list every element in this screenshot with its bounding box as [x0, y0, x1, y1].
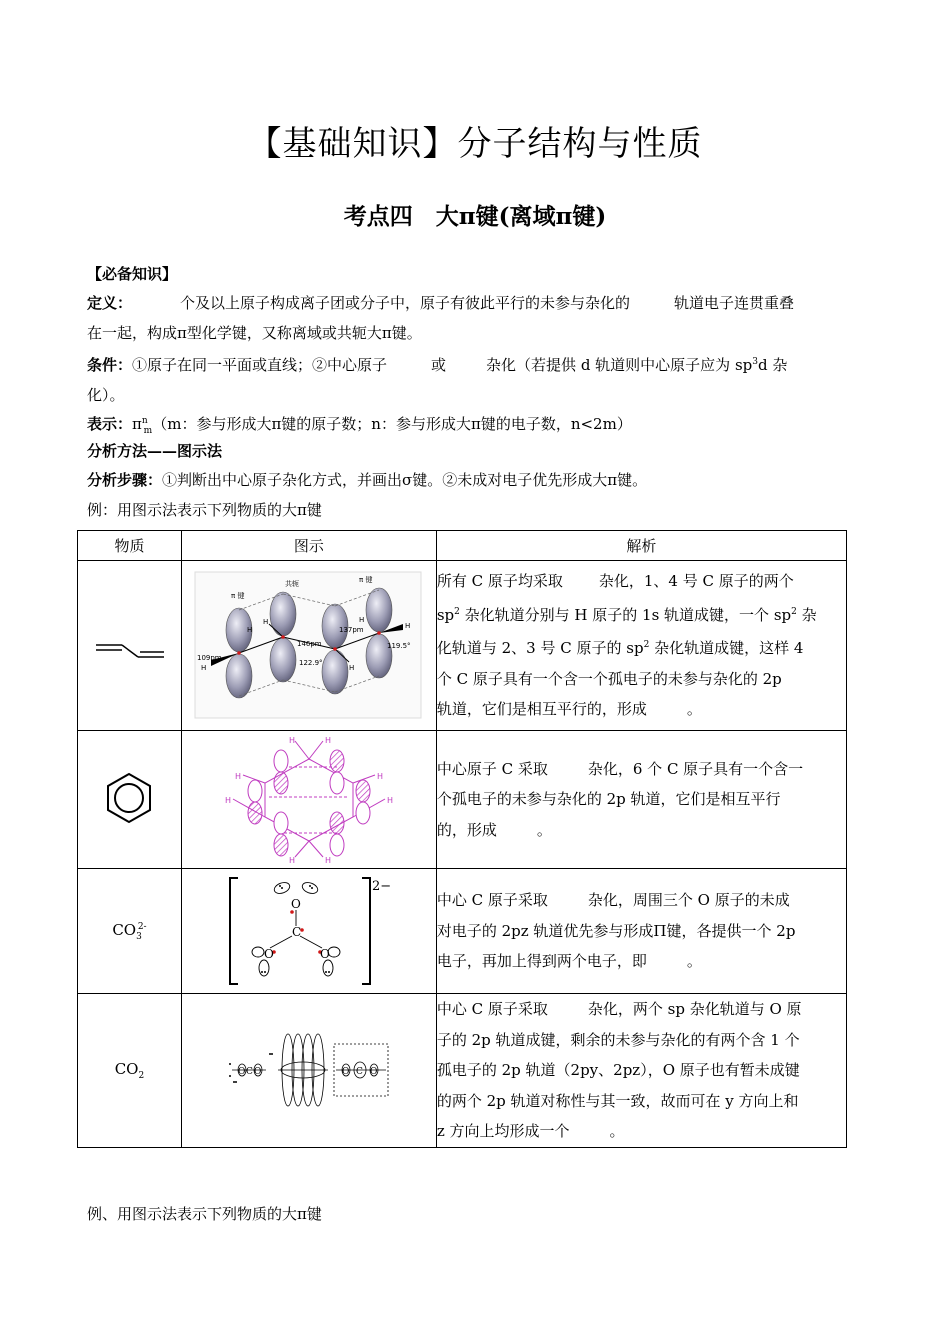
butadiene-skeletal-icon: [84, 614, 174, 674]
carbonate-orbital-figure: [224, 872, 394, 990]
svg-text:H: H: [324, 855, 331, 865]
method-heading: 分析方法——图示法: [87, 442, 223, 460]
butadiene-orbital-figure: [189, 566, 429, 726]
carbonate-analysis: 中心 C 原子采取 杂化，周围三个 O 原子的未成 对电子的 2pz 轨道优先参与形成Π键，各提供一个 2p 电子，再加上得到两个电子，即 。: [436, 869, 846, 994]
butadiene-structure: [78, 561, 182, 731]
svg-text:2−: 2−: [371, 879, 392, 894]
svg-text:共轭: 共轭: [284, 579, 299, 588]
svg-text:π 键: π 键: [230, 591, 245, 600]
benzene-orbital-figure: [219, 735, 399, 865]
svg-text:π 键: π 键: [358, 575, 373, 584]
header-diagram: 图示: [181, 531, 436, 561]
svg-text:H: H: [288, 735, 295, 745]
benzene-analysis: 中心原子 C 采取 杂化，6 个 C 原子具有一个含一 个孤电子的未参与杂化的 2p 轨道，它们是相互平行 的，形成 。: [436, 731, 846, 869]
svg-text:O: O: [369, 1067, 378, 1078]
svg-text:C: C: [291, 925, 302, 939]
example-table: [77, 530, 847, 1148]
svg-text:109pm: 109pm: [196, 653, 222, 662]
condition-paragraph: 条件：①原子在同一平面或直线；②中心原子 或 杂化（若提供 d 轨道则中心原子应为 $sp^3d$ 杂 化）。: [87, 356, 788, 404]
butadiene-diagram: [181, 561, 436, 731]
steps-paragraph: 分析步骤：①判断出中心原子杂化方式，并画出σ键。②未成对电子优先形成大π键。: [87, 471, 648, 489]
page-title: 【基础知识】分子结构与性质: [247, 124, 703, 164]
svg-text:122.9°: 122.9°: [298, 658, 323, 667]
svg-text:H: H: [224, 795, 231, 805]
table-row: [78, 869, 847, 994]
butadiene-analysis: 所有 C 原子均采取 杂化，1、4 号 C 原子的两个 $sp^2$ 杂化轨道分别与 H 原子的 1s 轨道成键，一个 $sp^2$ 杂 化轨道与 2、3 号 C 原子的 $sp^2$ 杂化轨道成键，这样 4 个 C 原子具有一个含一个孤电子的未参与杂化的 2p 轨道，它们是相互平行的，形成 。: [436, 561, 846, 731]
benzene-diagram: [181, 731, 436, 869]
svg-text:137pm: 137pm: [338, 625, 364, 634]
co2-analysis: 中心 C 原子采取 杂化，两个 sp 杂化轨道与 O 原 子的 2p 轨道成键，剩余的未参与杂化的有两个含 1 个 孤电子的 2p 轨道（2py、2pz），O 原子也有暂未成键 的两个 2p 轨道对称性与其一致，故而可在 y 方向上和 z 方向上均形成一个 。: [436, 994, 846, 1148]
svg-text:O: O: [263, 947, 274, 961]
svg-text:H: H: [386, 795, 393, 805]
knowledge-label: 【必备知识】: [87, 265, 178, 283]
section-subtitle: 考点四 大π键(离域π键): [343, 203, 607, 230]
header-substance: 物质: [78, 531, 182, 561]
co2-formula: $CO_2$: [78, 994, 182, 1148]
svg-text:H: H: [376, 771, 383, 781]
svg-text:C: C: [355, 1067, 363, 1078]
svg-text:H: H: [200, 663, 207, 672]
svg-text:119.5°: 119.5°: [386, 641, 411, 650]
svg-text:H: H: [246, 625, 253, 634]
svg-text:O: O: [290, 897, 301, 911]
svg-text:H: H: [324, 735, 331, 745]
co2-diagram: [181, 994, 436, 1148]
svg-text:O: O: [237, 1067, 246, 1078]
table-header-row: [78, 531, 847, 561]
svg-text:H: H: [262, 617, 269, 626]
svg-text:146pm: 146pm: [296, 639, 322, 648]
example-intro: 例：用图示法表示下列物质的大π键: [87, 501, 322, 519]
co2-orbital-figure: [224, 1030, 394, 1110]
svg-text:O: O: [319, 947, 330, 961]
svg-text:O: O: [253, 1067, 262, 1078]
header-analysis: 解析: [436, 531, 846, 561]
benzene-ring-icon: [99, 768, 159, 828]
svg-text:H: H: [234, 771, 241, 781]
carbonate-diagram: [181, 869, 436, 994]
table-row: [78, 561, 847, 731]
table-row: [78, 731, 847, 869]
svg-text:C: C: [245, 1067, 253, 1078]
svg-text:H: H: [288, 855, 295, 865]
svg-text:H: H: [348, 663, 355, 672]
notation-paragraph: 表示：$\pi^n_m(m$：参与形成大π键的原子数；n：参与形成大π键的电子数，n<2m）: [87, 415, 632, 436]
footer-example-text: 例、用图示法表示下列物质的大π键: [87, 1205, 322, 1223]
svg-text:H: H: [358, 615, 365, 624]
table-row: [78, 994, 847, 1148]
svg-text:O: O: [341, 1067, 350, 1078]
carbonate-formula: $CO_3^{2-}$: [78, 869, 182, 994]
benzene-structure: [78, 731, 182, 869]
definition-paragraph: 定义： 个及以上原子构成离子团或分子中，原子有彼此平行的未参与杂化的 轨道电子连贯重叠 在一起，构成π型化学键，又称离域或共轭大π键。: [87, 294, 795, 342]
svg-text:H: H: [404, 621, 411, 630]
